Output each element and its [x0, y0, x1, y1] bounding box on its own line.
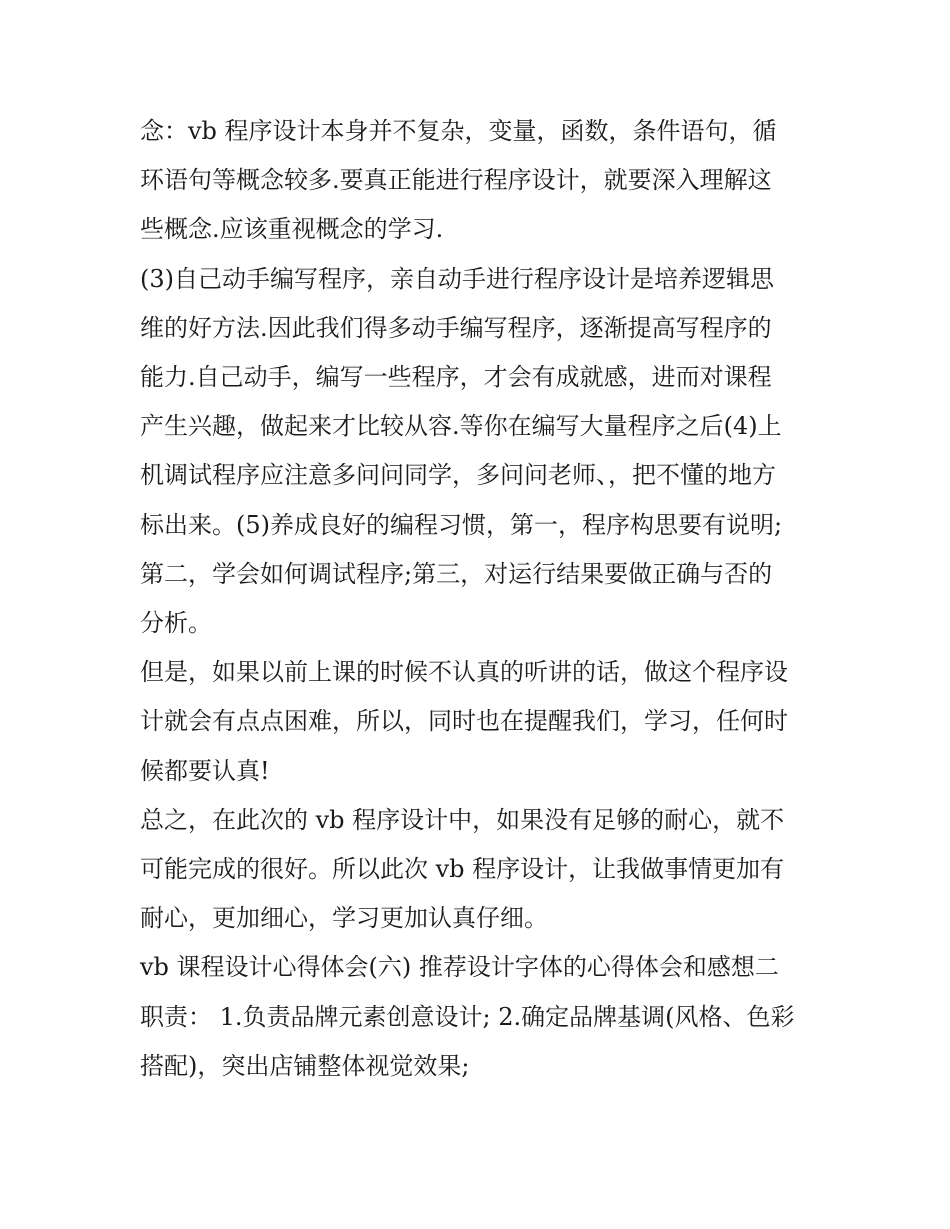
- text-line: 可能完成的很好。所以此次 vb 程序设计，让我做事情更加有: [140, 855, 785, 884]
- text-line: 第二，学会如何调试程序;第三，对运行结果要做正确与否的: [140, 559, 773, 588]
- text-line: 分析。: [140, 609, 212, 638]
- text-line: 机调试程序应注意多问问同学，多问问老师、，把不懂的地方: [140, 461, 776, 490]
- text-line: 候都要认真!: [140, 756, 270, 785]
- text-line: 耐心，更加细心，学习更加认真仔细。: [140, 904, 548, 933]
- text-line: 产生兴趣，做起来才比较从容.等你在编写大量程序之后(4)上: [140, 412, 782, 441]
- text-line: 计就会有点点困难，所以，同时也在提醒我们，学习，任何时: [140, 707, 788, 736]
- text-line: 职责： 1.负责品牌元素创意设计; 2.确定品牌基调(风格、色彩: [140, 1002, 795, 1031]
- text-line: 但是，如果以前上课的时候不认真的听讲的话，做这个程序设: [140, 658, 788, 687]
- paragraph-section-six-heading: [140, 943, 820, 1091]
- text-line: 搭配)，突出店铺整体视觉效果;: [140, 1051, 470, 1080]
- text-line: 念：vb 程序设计本身并不复杂，变量，函数，条件语句，循: [140, 117, 777, 145]
- text-line: 环语句等概念较多.要真正能进行程序设计，就要深入理解这: [140, 166, 772, 195]
- text-line: 总之，在此次的 vb 程序设计中，如果没有足够的耐心，就不: [140, 805, 785, 834]
- document-page: [140, 107, 820, 1091]
- paragraph-conclusion: [140, 796, 820, 944]
- paragraph-vb-concepts: [140, 107, 820, 255]
- text-line: 能力.自己动手，编写一些程序，才会有成就感，进而对课程: [140, 363, 772, 392]
- text-line: 些概念.应该重视概念的学习.: [140, 215, 444, 244]
- text-line: 标出来。(5)养成良好的编程习惯，第一，程序构思要有说明;: [140, 510, 783, 539]
- text-line: (3)自己动手编写程序，亲自动手进行程序设计是培养逻辑思: [140, 264, 774, 293]
- paragraph-listen-carefully: [140, 648, 820, 796]
- text-line: 维的好方法.因此我们得多动手编写程序，逐渐提高写程序的: [140, 313, 772, 342]
- text-line: vb 课程设计心得体会(六) 推荐设计字体的心得体会和感想二: [140, 953, 779, 982]
- paragraph-hands-on-programming: [140, 255, 820, 649]
